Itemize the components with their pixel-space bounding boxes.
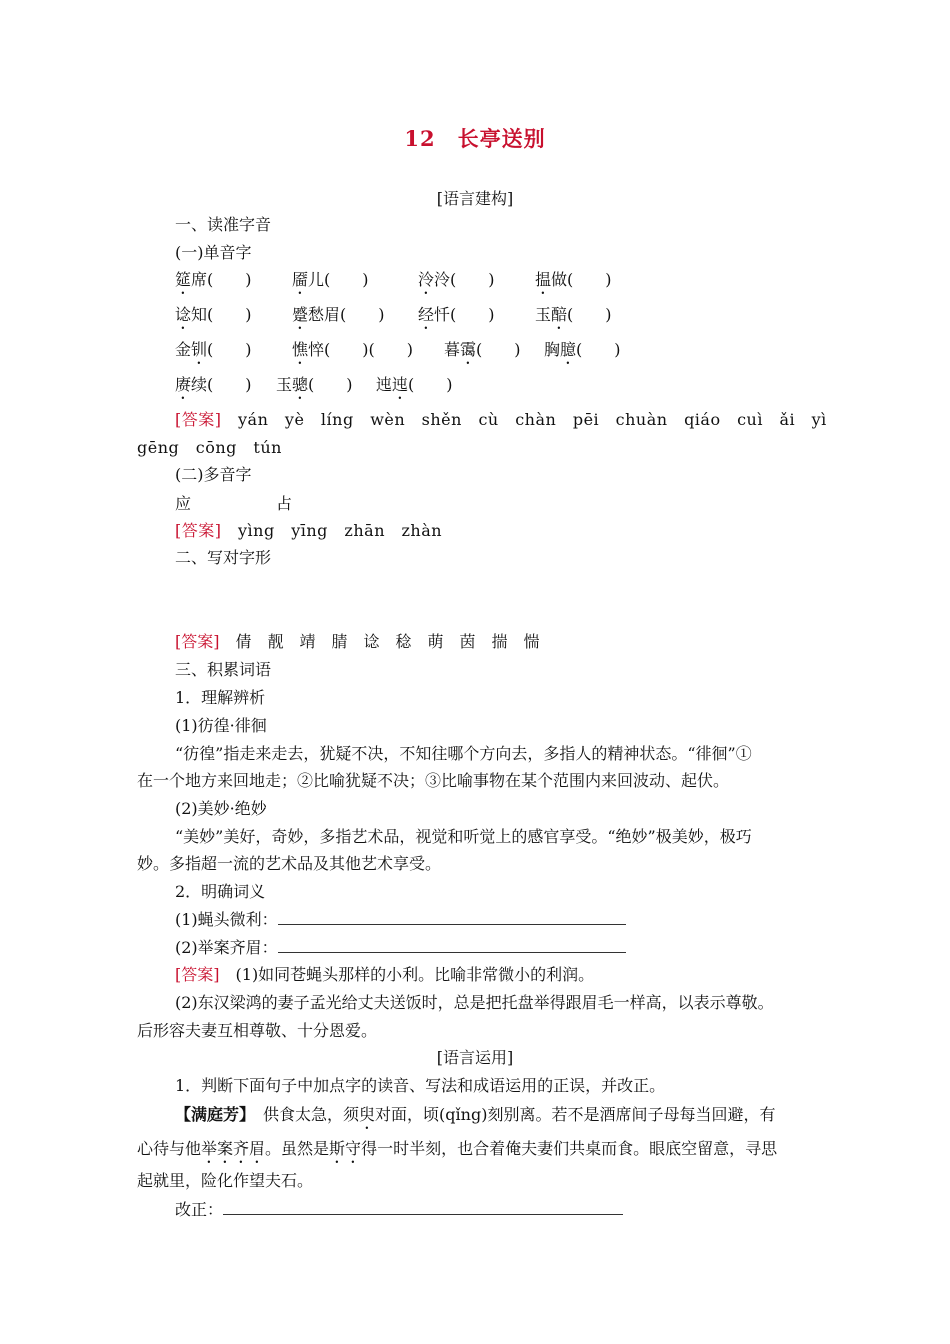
pron-item: 蹙愁眉( ) xyxy=(292,305,385,324)
answer-pron-line2: gēng cōng tún xyxy=(137,438,282,457)
pron-item: 泠泠( ) xyxy=(418,270,495,289)
answer-meaning-2-line1: (2)东汉梁鸿的妻子孟光给丈夫送饭时，总是把托盘举得跟眉毛一样高，以表示尊敬。 xyxy=(175,993,774,1012)
question-1: (1)蝇头微利： xyxy=(175,909,626,931)
part4-question: 1．判断下面句子中加点字的读音、写法和成语运用的正误，并改正。 xyxy=(175,1076,666,1095)
pron-item: 暮霭( ) xyxy=(444,340,521,359)
pron-item: 胸臆( ) xyxy=(544,340,621,359)
item2-line2: 妙。多指超一流的艺术品及其他艺术享受。 xyxy=(137,854,442,873)
part1-sub1: (一)单音字 xyxy=(175,243,252,262)
pron-item: 迍迍( ) xyxy=(376,375,453,394)
passage-tag: 【满庭芳】 xyxy=(175,1105,248,1124)
polyphone-2: 占 xyxy=(276,494,293,513)
item1-title: (1)彷徨·徘徊 xyxy=(175,716,267,735)
answer-tag: [答案] xyxy=(175,632,220,651)
answer-tag: [答案] xyxy=(175,965,220,984)
answer-poly: [答案] yìng yīng zhān zhàn xyxy=(175,521,443,540)
answer-meaning-2-line2: 后形容夫妻互相尊敬、十分恩爱。 xyxy=(137,1021,378,1040)
pron-item: 揾做( ) xyxy=(535,270,612,289)
polyphone-1: 应 xyxy=(175,494,192,513)
item2-title: (2)美妙·绝妙 xyxy=(175,799,267,818)
passage-line2: 心待与他举案齐眉。虽然是斯守得一时半刻，也合着俺夫妻们共桌而食。眼底空留意，寻思 xyxy=(137,1139,778,1158)
answer-blank[interactable] xyxy=(223,1200,623,1215)
part3-sub1: 1．理解辨析 xyxy=(175,688,266,707)
part3-heading: 三、积累词语 xyxy=(175,660,272,679)
answer-pron-line1: [答案] yán yè líng wèn shěn cù chàn pēi chuàn qiáo cuì ǎi yì xyxy=(175,410,827,429)
pron-item: 靥儿( ) xyxy=(292,270,369,289)
answer-meaning-1: [答案] (1)如同苍蝇头那样的小利。比喻非常微小的利润。 xyxy=(175,965,595,984)
section-label-jiangou: [语言建构] xyxy=(436,189,514,208)
item1-line2: 在一个地方来回地走；②比喻犹疑不决；③比喻事物在某个范围内来回波动、起伏。 xyxy=(137,771,730,790)
answer-glyphs: [答案] 倩 靓 靖 腈 谂 稔 萌 茵 揣 惴 xyxy=(175,632,540,651)
pron-item: 玉醅( ) xyxy=(535,305,612,324)
part1-heading: 一、读准字音 xyxy=(175,215,272,234)
item1-line1: “彷徨”指走来走去，犹疑不决，不知往哪个方向去，多指人的精神状态。“徘徊”① xyxy=(175,744,752,763)
pron-item: 金钏( ) xyxy=(175,340,252,359)
pron-item: 经忏( ) xyxy=(418,305,495,324)
question-2: (2)举案齐眉： xyxy=(175,937,626,959)
part1-sub2: (二)多音字 xyxy=(175,465,252,484)
pron-item: 玉骢( ) xyxy=(276,375,353,394)
pron-item: 谂知( ) xyxy=(175,305,252,324)
passage-line1: 【满庭芳】 供食太急，须臾对面，顷(qǐng)刻别离。若不是酒席间子母每当回避，有 xyxy=(175,1105,776,1124)
pron-item: 赓续( ) xyxy=(175,375,252,394)
section-label-yunyong: [语言运用] xyxy=(436,1048,514,1067)
answer-blank[interactable] xyxy=(278,910,626,925)
fix-prompt: 改正： xyxy=(175,1199,623,1221)
part2-heading: 二、写对字形 xyxy=(175,548,272,567)
passage-line3: 起就里，险化作望夫石。 xyxy=(137,1171,314,1190)
part3-sub2: 2．明确词义 xyxy=(175,882,266,901)
pron-item: 憔悴( )( ) xyxy=(292,340,413,359)
item2-line1: “美妙”美好，奇妙，多指艺术品，视觉和听觉上的感官享受。“绝妙”极美妙，极巧 xyxy=(175,827,752,846)
answer-tag: [答案] xyxy=(175,521,222,540)
page-title: 12 长亭送别 xyxy=(404,126,546,151)
answer-tag: [答案] xyxy=(175,410,222,429)
pron-item: 筵席( ) xyxy=(175,270,252,289)
answer-blank[interactable] xyxy=(278,938,626,953)
